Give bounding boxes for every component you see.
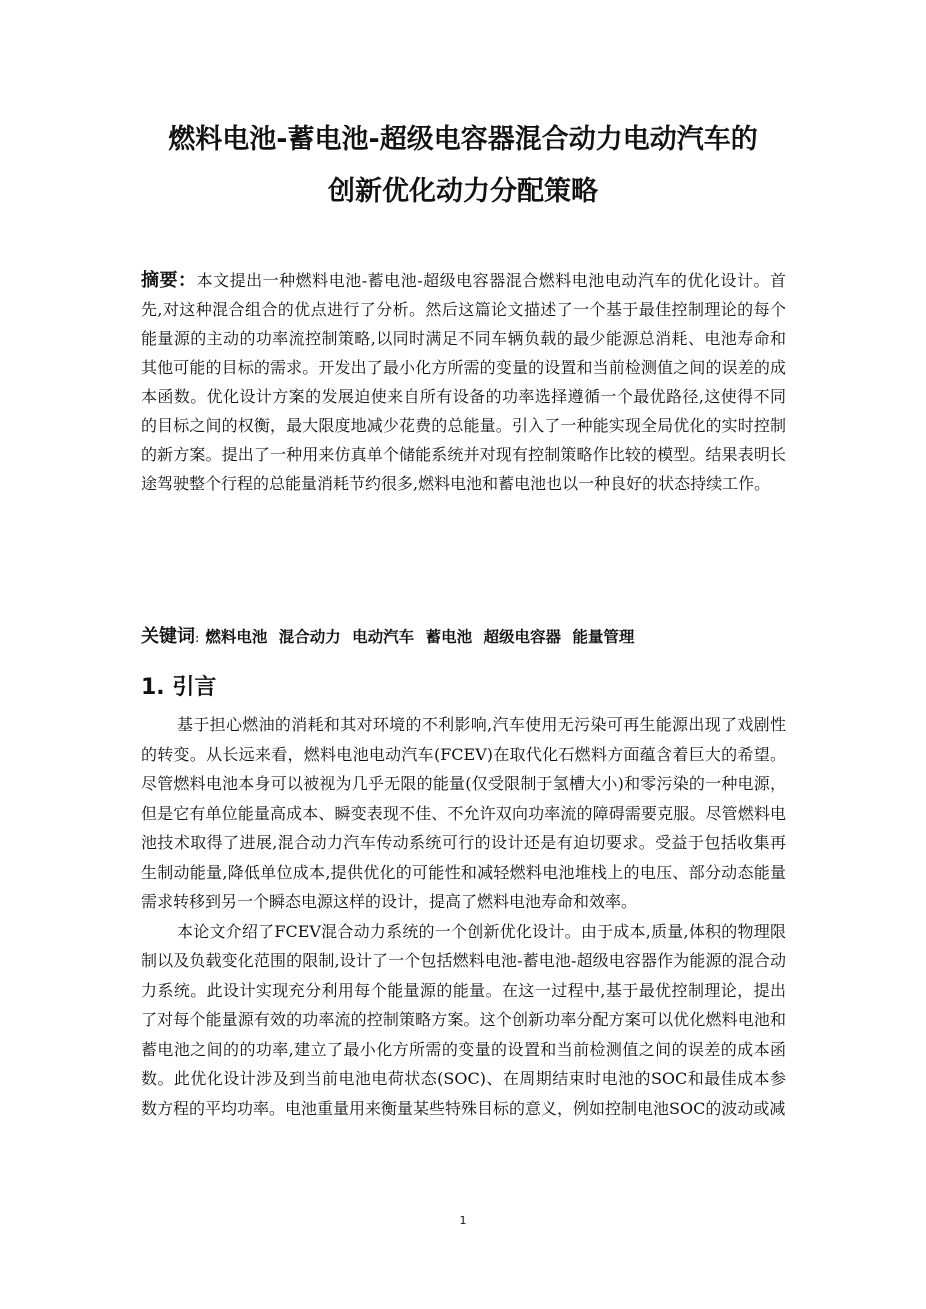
section-heading-introduction: 1. 引言 <box>141 675 217 700</box>
body-paragraph: 本论文介绍了FCEV混合动力系统的一个创新优化设计。由于成本,质量,体积的物理限制以及负载变化范围的限制,设计了一个包括燃料电池-蓄电池-超级电容器作为能源的混合动力系统。此设计实现充分利用每个能量源的能量。在这一过程中,基于最优控制理论，提出了对每个能量源有效的功率流的控制策略方案。这个创新功率分配方案可以优化燃料电池和蓄电池之间的的功率,建立了最小化方所需的变量的设置和当前检测值之间的误差的成本函数。此优化设计涉及到当前电池电荷状态(SOC)、在周期结束时电池的SOC和最佳成本参数方程的平均功率。电池重量用来衡量某些特殊目标的意义，例如控制电池SOC的波动或减 <box>141 921 786 1118</box>
keywords-colon: : <box>195 631 200 646</box>
keywords-terms: 燃料电池 混合动力 电动汽车 蓄电池 超级电容器 能量管理 <box>205 628 635 646</box>
paper-title <box>100 114 826 218</box>
page-number: 1 <box>459 1214 467 1227</box>
title-line-2: 创新优化动力分配策略 <box>328 176 598 207</box>
section-body-introduction <box>141 710 786 1123</box>
abstract-text: 本文提出一种燃料电池-蓄电池-超级电容器混合燃料电池电动汽车的优化设计。首先,对这种混合组合的优点进行了分析。然后这篇论文描述了一个基于最佳控制理论的每个能量源的主动的功率流控制策略,以同时满足不同车辆负载的最少能源总消耗、电池寿命和其他可能的目标的需求。开发出了最小化方所需的变量的设置和当前检测值之间的误差的成本函数。优化设计方案的发展迫使来自所有设备的功率选择遵循一个最优路径,这使得不同的目标之间的权衡，最大限度地减少花费的总能量。引入了一种能实现全局优化的实时控制的新方案。提出了一种用来仿真单个储能系统并对现有控制策略作比较的模型。结果表明长途驾驶整个行程的总能量消耗节约很多,燃料电池和蓄电池也以一种良好的状态持续工作。 <box>141 271 786 493</box>
keywords <box>141 622 786 654</box>
title-line-1: 燃料电池-蓄电池-超级电容器混合动力电动汽车的 <box>168 124 758 155</box>
body-paragraph: 基于担心燃油的消耗和其对环境的不利影响,汽车使用无污染可再生能源出现了戏剧性的转变。从长远来看，燃料电池电动汽车(FCEV)在取代化石燃料方面蕴含着巨大的希望。尽管燃料电池本身可以被视为几乎无限的能量(仅受限制于氢槽大小)和零污染的一种电源，但是它有单位能量高成本、瞬变表现不佳、不允许双向功率流的障碍需要克服。尽管燃料电池技术取得了进展,混合动力汽车传动系统可行的设计还是有迫切要求。受益于包括收集再生制动能量,降低单位成本,提供优化的可能性和减轻燃料电池堆栈上的电压、部分动态能量需求转移到另一个瞬态电源这样的设计，提高了燃料电池寿命和效率。 <box>141 715 786 911</box>
abstract-label: 摘要： <box>141 270 197 291</box>
abstract <box>141 266 786 498</box>
keywords-label: 关键词 <box>141 626 195 647</box>
